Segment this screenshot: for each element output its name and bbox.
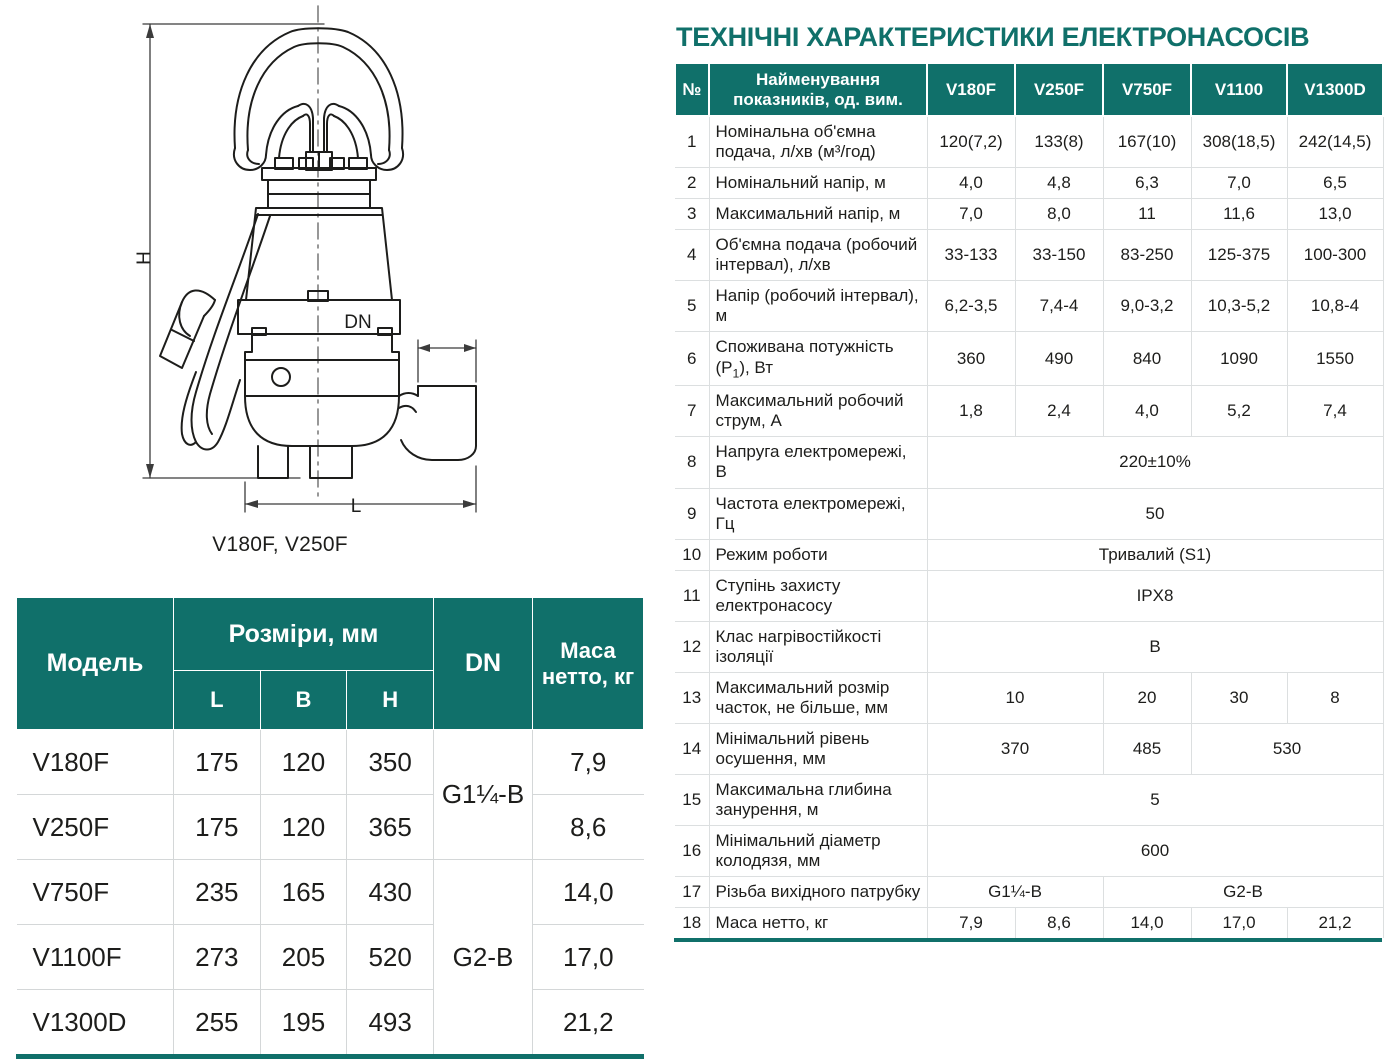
- cell-value: 9,0-3,2: [1103, 281, 1191, 332]
- cell-h: 493: [347, 990, 434, 1055]
- cell-parameter-name: Різьба вихідного патрубку: [709, 877, 927, 908]
- cell-row-number: 18: [675, 908, 709, 939]
- cell-b: 120: [260, 795, 347, 860]
- cell-b: 205: [260, 925, 347, 990]
- cell-row-number: 15: [675, 775, 709, 826]
- header-dimensions: Розміри, мм: [174, 598, 434, 671]
- cell-row-number: 16: [675, 826, 709, 877]
- cell-row-number: 8: [675, 437, 709, 488]
- cell-value: 5: [927, 775, 1383, 826]
- cell-row-number: 13: [675, 672, 709, 723]
- cell-value: 1090: [1191, 332, 1287, 386]
- header-model-v1100: V1100: [1191, 63, 1287, 116]
- discharge-outlet: [399, 386, 476, 460]
- table-row: [17, 860, 644, 925]
- cell-parameter-name: Ступінь захисту електронасосу: [709, 570, 927, 621]
- cell-value: 7,4: [1287, 386, 1383, 437]
- cell-h: 350: [347, 730, 434, 795]
- cell-value: 8,0: [1015, 199, 1103, 230]
- cell-value: 4,8: [1015, 168, 1103, 199]
- cell-b: 195: [260, 990, 347, 1055]
- cell-parameter-name: Номінальний напір, м: [709, 168, 927, 199]
- cell-h: 430: [347, 860, 434, 925]
- table-row: [17, 795, 644, 860]
- drawing-caption: V180F, V250F: [212, 533, 348, 556]
- cell-value: 7,0: [927, 199, 1015, 230]
- cell-parameter-name: Максимальний робочий струм, А: [709, 386, 927, 437]
- cell-value: 4,0: [1103, 386, 1191, 437]
- cell-value: Тривалий (S1): [927, 539, 1383, 570]
- specifications-table-head: [675, 63, 1383, 116]
- cell-value: 490: [1015, 332, 1103, 386]
- cell-parameter-name: Максимальний розмір часток, не більше, мм: [709, 672, 927, 723]
- header-l: L: [174, 671, 261, 730]
- cell-value: 30: [1191, 672, 1287, 723]
- table-row: [675, 723, 1383, 774]
- cell-mass: 21,2: [533, 990, 644, 1055]
- cell-value: 360: [927, 332, 1015, 386]
- cell-dn: G2-B: [434, 860, 533, 1055]
- cell-row-number: 3: [675, 199, 709, 230]
- dimensions-table: [16, 597, 644, 1055]
- cell-value: 125-375: [1191, 230, 1287, 281]
- cell-value: 7,4-4: [1015, 281, 1103, 332]
- specifications-table-bottom-rule: [674, 938, 1382, 942]
- cell-value: 7,9: [927, 908, 1015, 939]
- table-row: [17, 990, 644, 1055]
- cell-row-number: 17: [675, 877, 709, 908]
- cell-row-number: 5: [675, 281, 709, 332]
- cell-value: 7,0: [1191, 168, 1287, 199]
- specifications-header-row: [675, 63, 1383, 116]
- cell-value: 6,2-3,5: [927, 281, 1015, 332]
- cell-value: 50: [927, 488, 1383, 539]
- header-model-v750f: V750F: [1103, 63, 1191, 116]
- cell-value: 600: [927, 826, 1383, 877]
- cell-parameter-name: Маса нетто, кг: [709, 908, 927, 939]
- cell-parameter-name: Об'ємна подача (робочий інтервал), л/хв: [709, 230, 927, 281]
- table-row: [675, 877, 1383, 908]
- cell-value: 10,3-5,2: [1191, 281, 1287, 332]
- cell-value: 11: [1103, 199, 1191, 230]
- cell-l: 255: [174, 990, 261, 1055]
- cell-row-number: 14: [675, 723, 709, 774]
- cell-mass: 7,9: [533, 730, 644, 795]
- cell-value: 485: [1103, 723, 1191, 774]
- cell-h: 520: [347, 925, 434, 990]
- cell-l: 175: [174, 730, 261, 795]
- cell-l: 175: [174, 795, 261, 860]
- cell-value: 5,2: [1191, 386, 1287, 437]
- cell-value: 33-150: [1015, 230, 1103, 281]
- dimensions-table-bottom-rule: [16, 1054, 644, 1059]
- cell-value: 2,4: [1015, 386, 1103, 437]
- table-row: [675, 168, 1383, 199]
- cell-value: 8,6: [1015, 908, 1103, 939]
- cell-value: 33-133: [927, 230, 1015, 281]
- cell-model: V750F: [17, 860, 174, 925]
- table-row: [675, 621, 1383, 672]
- cell-parameter-name: Напір (робочий інтервал), м: [709, 281, 927, 332]
- dimension-l-label: L: [350, 496, 362, 517]
- cell-value: 530: [1191, 723, 1383, 774]
- table-row: [675, 539, 1383, 570]
- cell-value: 4,0: [927, 168, 1015, 199]
- cell-value: 6,5: [1287, 168, 1383, 199]
- header-model-v1300d: V1300D: [1287, 63, 1383, 116]
- cell-row-number: 6: [675, 332, 709, 386]
- cell-parameter-name: Максимальний напір, м: [709, 199, 927, 230]
- dimension-dn: [418, 340, 476, 382]
- header-h: H: [347, 671, 434, 730]
- cell-row-number: 1: [675, 116, 709, 168]
- table-row: [675, 332, 1383, 386]
- cell-parameter-name: Частота електромережі, Гц: [709, 488, 927, 539]
- cell-b: 120: [260, 730, 347, 795]
- cell-value: 11,6: [1191, 199, 1287, 230]
- cell-value: B: [927, 621, 1383, 672]
- table-row: [675, 386, 1383, 437]
- cell-row-number: 4: [675, 230, 709, 281]
- table-row: [675, 570, 1383, 621]
- cell-parameter-name: Споживана потужність $(P_1)$, Вт: [709, 332, 927, 386]
- header-model-v180f: V180F: [927, 63, 1015, 116]
- cell-value: 370: [927, 723, 1103, 774]
- cell-value: 20: [1103, 672, 1191, 723]
- table-row: [675, 908, 1383, 939]
- cell-row-number: 7: [675, 386, 709, 437]
- cell-value: 308(18,5): [1191, 116, 1287, 168]
- table-row: [17, 730, 644, 795]
- table-row: [675, 199, 1383, 230]
- cell-model: V1300D: [17, 990, 174, 1055]
- cell-value: 83-250: [1103, 230, 1191, 281]
- cell-value: 17,0: [1191, 908, 1287, 939]
- cell-value: 21,2: [1287, 908, 1383, 939]
- dimension-h: [143, 24, 324, 478]
- dimension-h-label: H: [134, 251, 155, 265]
- table-row: [675, 116, 1383, 168]
- cell-row-number: 2: [675, 168, 709, 199]
- dimensions-table-wrap: [16, 597, 644, 1059]
- cell-value: 13,0: [1287, 199, 1383, 230]
- cell-value: 1550: [1287, 332, 1383, 386]
- table-row: [675, 775, 1383, 826]
- cell-row-number: 10: [675, 539, 709, 570]
- cell-value: 1,8: [927, 386, 1015, 437]
- header-number: №: [675, 63, 709, 116]
- cell-value: 6,3: [1103, 168, 1191, 199]
- table-row: [675, 672, 1383, 723]
- header-model-v250f: V250F: [1015, 63, 1103, 116]
- cell-dn: G1¼-B: [434, 730, 533, 860]
- cell-value: 10,8-4: [1287, 281, 1383, 332]
- pump-technical-drawing: [0, 0, 660, 580]
- cell-value: 133(8): [1015, 116, 1103, 168]
- cell-value: 14,0: [1103, 908, 1191, 939]
- cell-h: 365: [347, 795, 434, 860]
- cell-parameter-name: Напруга електромережі, В: [709, 437, 927, 488]
- dimensions-table-head: [17, 598, 644, 730]
- cell-parameter-name: Максимальна глибина занурення, м: [709, 775, 927, 826]
- cell-l: 273: [174, 925, 261, 990]
- cell-parameter-name: Режим роботи: [709, 539, 927, 570]
- header-b: B: [260, 671, 347, 730]
- cell-model: V180F: [17, 730, 174, 795]
- cell-l: 235: [174, 860, 261, 925]
- right-column: [674, 0, 1386, 942]
- header-dn: DN: [434, 598, 533, 730]
- specifications-table: [674, 62, 1384, 938]
- cell-parameter-name: Клас нагрівостійкості ізоляції: [709, 621, 927, 672]
- table-row: [675, 281, 1383, 332]
- left-column: [0, 0, 660, 1037]
- cell-row-number: 11: [675, 570, 709, 621]
- table-row: [675, 488, 1383, 539]
- cell-row-number: 9: [675, 488, 709, 539]
- dimension-dn-label: DN: [344, 312, 372, 333]
- cell-value: 220±10%: [927, 437, 1383, 488]
- cell-b: 165: [260, 860, 347, 925]
- dimensions-header-row-1: [17, 598, 644, 671]
- dimensions-table-body: [17, 730, 644, 1055]
- cell-value: 242(14,5): [1287, 116, 1383, 168]
- table-row: [17, 925, 644, 990]
- cell-mass: 14,0: [533, 860, 644, 925]
- table-row: [675, 230, 1383, 281]
- cell-parameter-name: Номінальна об'ємна подача, л/хв (м³/год): [709, 116, 927, 168]
- cell-value: 100-300: [1287, 230, 1383, 281]
- pump-feet: [258, 446, 352, 478]
- header-parameter-name: Найменування показників, од. вим.: [709, 63, 927, 116]
- pump-drawing-svg: [0, 0, 660, 580]
- cell-value: 840: [1103, 332, 1191, 386]
- cell-model: V1100F: [17, 925, 174, 990]
- cell-value: 120(7,2): [927, 116, 1015, 168]
- cell-value: G1¼-B: [927, 877, 1103, 908]
- header-model: Модель: [17, 598, 174, 730]
- cell-mass: 17,0: [533, 925, 644, 990]
- cell-value: G2-B: [1103, 877, 1383, 908]
- table-row: [675, 437, 1383, 488]
- cell-value: 8: [1287, 672, 1383, 723]
- cell-parameter-name: Мінімальний рівень осушення, мм: [709, 723, 927, 774]
- cell-value: IPX8: [927, 570, 1383, 621]
- cell-value: 167(10): [1103, 116, 1191, 168]
- cell-mass: 8,6: [533, 795, 644, 860]
- page-title: ТЕХНІЧНІ ХАРАКТЕРИСТИКИ ЕЛЕКТРОНАСОСІВ: [676, 22, 1310, 52]
- pump-body: [245, 334, 399, 446]
- table-row: [675, 826, 1383, 877]
- cell-row-number: 12: [675, 621, 709, 672]
- cell-model: V250F: [17, 795, 174, 860]
- specifications-table-body: [675, 116, 1383, 938]
- cell-parameter-name: Мінімальний діаметр колодязя, мм: [709, 826, 927, 877]
- header-mass: Маса нетто, кг: [533, 598, 644, 730]
- cell-value: 10: [927, 672, 1103, 723]
- float-switch: [160, 214, 270, 450]
